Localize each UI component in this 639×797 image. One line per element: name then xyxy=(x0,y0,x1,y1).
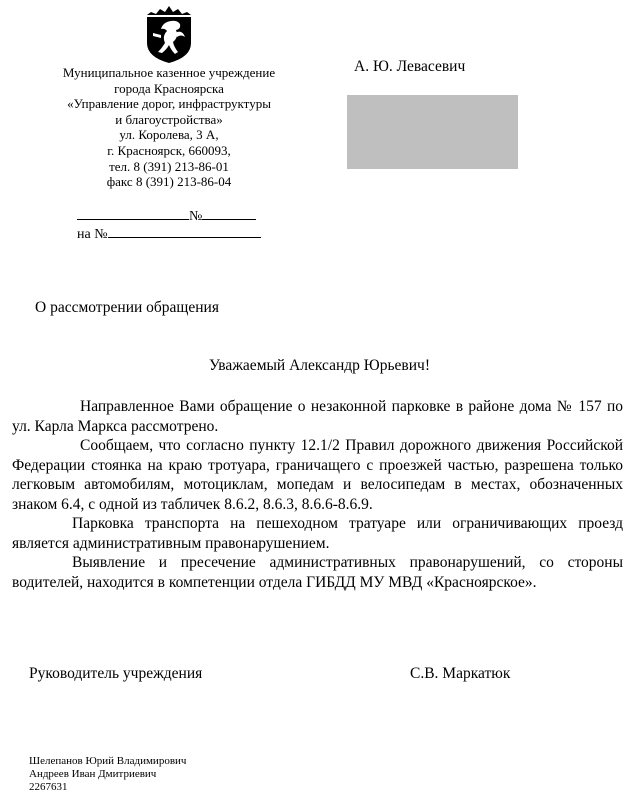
body-paragraph: Сообщаем, что согласно пункту 12.1/2 Правил дорожного движения Российской Федерации стоянка на краю тротуара, граничащего с проезжей частью, разрешена только легковым автомобилям, мотоциклам, мопедам и велосипедам в местах, обозначенных знаком 6.4, с одной из табличек 8.6.2, 8.6.3, 8.6.6-8.6.9. xyxy=(12,437,623,513)
executor-line: Шелепанов Юрий Владимирович xyxy=(29,755,187,767)
reference-blank xyxy=(108,226,261,238)
body-paragraph: Выявление и пресечение административных правонарушений, со стороны водителей, находится в компетенции отдела ГИБДД МУ МВД «Красноярское». xyxy=(12,554,623,591)
letter-body xyxy=(12,397,623,592)
greeting: Уважаемый Александр Юрьевич! xyxy=(209,357,430,374)
org-line: г. Красноярск, 660093, xyxy=(107,142,231,158)
org-line: ул. Королева, 3 А, xyxy=(119,127,219,143)
org-line: тел. 8 (391) 213-86-01 xyxy=(109,158,229,174)
org-line: Муниципальное казенное учреждение xyxy=(62,65,276,80)
organization-block xyxy=(36,65,302,190)
reference-label: на № xyxy=(77,227,108,242)
reference-number-line xyxy=(77,226,261,243)
org-line: «Управление дорог, инфраструктуры xyxy=(67,96,271,112)
org-line: города Красноярска xyxy=(114,80,224,96)
executor-phone: 2267631 xyxy=(29,781,68,793)
executors-block xyxy=(29,755,186,794)
number-sign: № xyxy=(189,209,203,224)
redacted-address-block xyxy=(347,95,518,169)
recipient-name: А. Ю. Левасевич xyxy=(354,58,466,75)
org-line: факс 8 (391) 213-86-04 xyxy=(106,174,232,190)
body-paragraph: Направленное Вами обращение о незаконной парковке в районе дома № 157 по ул. Карла Маркса рассмотрено. xyxy=(12,398,623,435)
letter-subject: О рассмотрении обращения xyxy=(35,299,219,316)
signer-name: С.В. Маркатюк xyxy=(410,665,511,682)
number-blank xyxy=(202,208,256,220)
outgoing-number-line xyxy=(77,208,256,225)
org-line: и благоустройства» xyxy=(115,111,223,127)
date-blank xyxy=(77,208,189,220)
coat-of-arms-emblem xyxy=(141,3,197,63)
body-paragraph: Парковка транспорта на пешеходном тратуаре или ограничивающих проезд является административным правонарушением. xyxy=(12,515,623,552)
executor-line: Андреев Иван Дмитриевич xyxy=(29,768,157,780)
signer-title: Руководитель учреждения xyxy=(29,665,203,682)
